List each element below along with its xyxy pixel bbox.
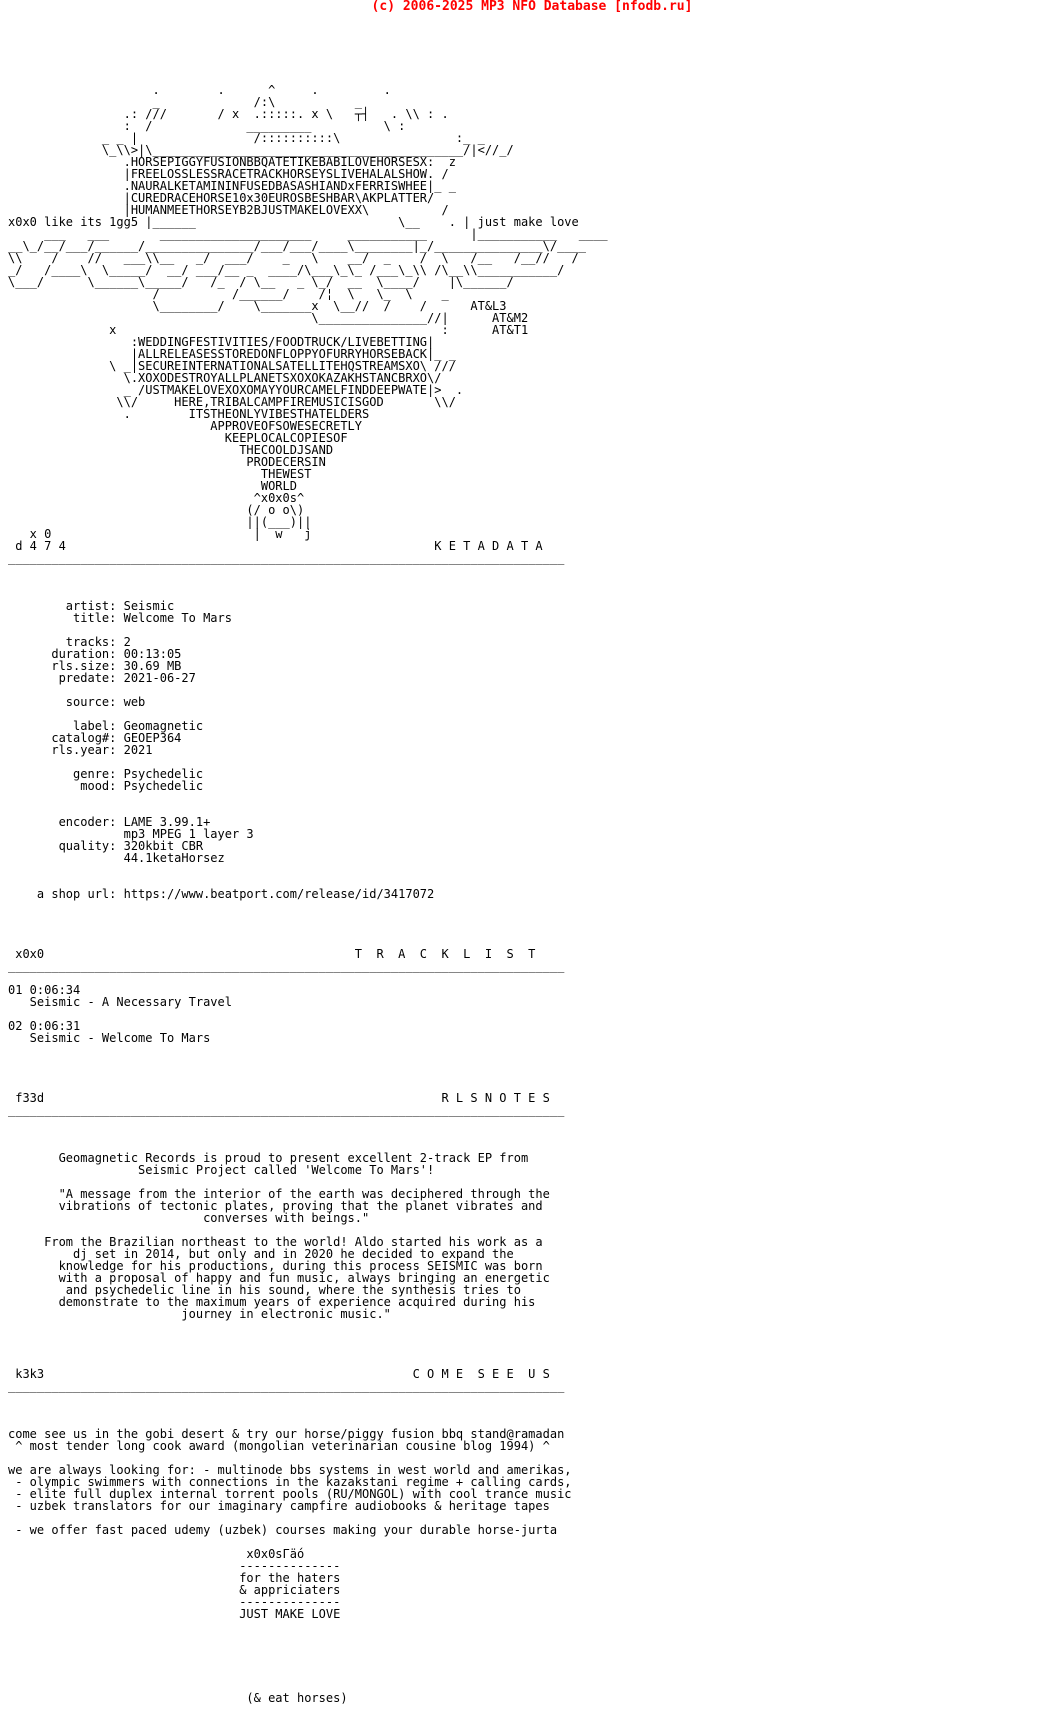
nfo-line: demonstrate to the maximum years of experience acquired during his [8,1295,536,1309]
nfo-line: x 0 | w j [8,527,312,541]
nfo-line: label: Geomagnetic [8,719,204,733]
nfo-line: genre: Psychedelic [8,767,204,781]
nfo-line: (/ o o\) [8,503,305,517]
nfo-line: Seismic - Welcome To Mars [8,1031,211,1045]
nfo-line: : / _________ \ : [8,119,406,133]
nfo-line: \ _|SECUREINTERNATIONALSATELLITEHQSTREAMSXO\ /// [8,359,456,373]
nfo-text-block [8,84,608,1704]
nfo-line: quality: 320kbit CBR [8,839,204,853]
nfo-line: duration: 00:13:05 [8,647,182,661]
nfo-line: / /______/ /¦ \ \_ \ _ [8,287,449,301]
nfo-line: _ /USTMAKELOVEXOXOMAYYOURCAMELFINDDEEPWATE|> . [8,383,464,397]
nfo-line: rls.year: 2021 [8,743,153,757]
nfo-line: - olympic swimmers with connections in the kazakstani regime + calling cards, [8,1475,572,1489]
nfo-line: 01 0:06:34 [8,983,81,997]
site-copyright-header: (c) 2006-2025 MP3 NFO Database [nfodb.ru] [371,0,693,14]
nfo-line: x0x0 T R A C K L I S T [8,947,536,961]
nfo-line: mood: Psychedelic [8,779,204,793]
nfo-line: _____________________________________________________________________________ [8,1103,565,1117]
nfo-line: |FREELOSSLESSRACETRACKHORSEYSLIVEHALALSHOW. / [8,167,449,181]
nfo-line: "A message from the interior of the earth was deciphered through the [8,1187,550,1201]
nfo-line: - we offer fast paced udemy (uzbek) courses making your durable horse-jurta [8,1523,558,1537]
nfo-line: tracks: 2 [8,635,131,649]
nfo-line: source: web [8,695,146,709]
nfo-line: _ _ | /::::::::::\ :_ _ [8,131,485,145]
nfo-line: THECOOLDJSAND [8,443,334,457]
nfo-line: journey in electronic music." [8,1307,391,1321]
nfo-line: |ALLRELEASESSTOREDONFLOPPYOFURRYHORSEBACK|_ _ [8,347,456,361]
nfo-line: |HUMANMEETHORSEYB2BJUSTMAKELOVEXX\ / [8,203,449,217]
nfo-line: APPROVEOFSOWESECRETLY [8,419,363,433]
nfo-line: f33d R L S N O T E S [8,1091,550,1105]
nfo-line: we are always looking for: - multinode bbs systems in west world and amerikas, [8,1463,572,1477]
nfo-line: ^ most tender long cook award (mongolian veterinarian cousine blog 1994) ^ [8,1439,550,1453]
nfo-line: for the haters [8,1571,341,1585]
nfo-line: - uzbek translators for our imaginary campfire audiobooks & heritage tapes [8,1499,550,1513]
nfo-line: :WEDDINGFESTIVITIES/FOODTRUCK/LIVEBETTING| [8,335,435,349]
nfo-line: \\ / // ___\\__ _/ ___/ _ \ __/ _ / \ /__ /__// / [8,251,579,265]
nfo-line: - elite full duplex internal torrent pools (RU/MONGOL) with cool trance music [8,1487,572,1501]
nfo-line: catalog#: GEOEP364 [8,731,182,745]
nfo-line: -------------- [8,1559,341,1573]
nfo-line: 44.1ketaHorsez [8,851,225,865]
nfo-line: predate: 2021-06-27 [8,671,196,685]
nfo-line: KEEPLOCALCOPIESOF [8,431,348,445]
nfo-line: (& eat horses) [8,1691,348,1705]
nfo-line: \___/ \______\_____/ /_ / \__ _ \_/ __ \____/ |\______/ [8,275,514,289]
nfo-line: k3k3 C O M E S E E U S [8,1367,550,1381]
nfo-line: Seismic Project called 'Welcome To Mars'! [8,1163,435,1177]
nfo-line: PRODECERSIN [8,455,326,469]
nfo-line: 02 0:06:31 [8,1019,81,1033]
nfo-line: _ /:\ _ [8,95,377,109]
nfo-line: .HORSEPIGGYFUSIONBBQATETIKEBABILOVEHORSESX: z [8,155,456,169]
nfo-line: title: Welcome To Mars [8,611,232,625]
nfo-line: Seismic - A Necessary Travel [8,995,232,1009]
nfo-line: with a proposal of happy and fun music, always bringing an energetic [8,1271,550,1285]
nfo-line: -------------- [8,1595,341,1609]
nfo-line: _/ /____\ \_____/ __/ ___/__ _ ____/\___\_\_ /___\_\\ /\__\\___________/ [8,263,565,277]
nfo-line: encoder: LAME 3.99.1+ [8,815,211,829]
nfo-line: dj set in 2014, but only and in 2020 he decided to expand the [8,1247,514,1261]
nfo-line: x0x0 like its 1gg5 |______ \__ . | just make love [8,215,579,229]
nfo-line: . . ^ . . [8,83,391,97]
nfo-line: come see us in the gobi desert & try our horse/piggy fusion bbq stand@ramadan [8,1427,565,1441]
nfo-line: converses with beings." [8,1211,370,1225]
nfo-line: \_______________//| AT&M2 [8,311,529,325]
nfo-line: \_\\>|\___________________________________________/|<//_/ [8,143,514,157]
nfo-line: THEWEST [8,467,312,481]
nfo-line: From the Brazilian northeast to the world! Aldo started his work as a [8,1235,543,1249]
nfo-line: \.XOXODESTROYALLPLANETSXOXOKAZAKHSTANCBRXO\/ [8,371,442,385]
nfo-line: ^x0x0s^ [8,491,305,505]
nfo-line: JUST MAKE LOVE [8,1607,341,1621]
nfo-line: x0x0sГäó [8,1547,305,1561]
nfo-line: mp3 MPEG 1 layer 3 [8,827,254,841]
nfo-line: __\_/__/___/______/_______________/___/___/____\________|_/_______________\/____ [8,239,586,253]
nfo-line: .NAURALKETAMININFUSEDBASASHIANDxFERRISWHEE|_ _ [8,179,456,193]
nfo-line: a shop url: https://www.beatport.com/release/id/3417072 [8,887,435,901]
nfo-line: artist: Seismic [8,599,175,613]
nfo-line: .: /// / x .:::::. x \ ┬┤ . \\ : . [8,107,449,121]
nfo-line: _____________________________________________________________________________ [8,959,565,973]
nfo-line: ||(___)|| [8,515,312,529]
nfo-line: and psychedelic line in his sound, where the synthesis tries to [8,1283,521,1297]
nfo-line: Geomagnetic Records is proud to present excellent 2-track EP from [8,1151,529,1165]
nfo-line: \________/ \_______x \__// / / AT&L3 [8,299,507,313]
nfo-line: knowledge for his productions, during this process SEISMIC was born [8,1259,543,1273]
nfo-line: & appriciaters [8,1583,341,1597]
nfo-line: rls.size: 30.69 MB [8,659,182,673]
nfo-line: ___ ___ _____________________ ___________ |___________ ____ [8,227,608,241]
nfo-line: _____________________________________________________________________________ [8,551,565,565]
nfo-line: \\/ HERE,TRIBALCAMPFIREMUSICISGOD \\/ [8,395,456,409]
nfo-line: _____________________________________________________________________________ [8,1379,565,1393]
nfo-line: d 4 7 4 K E T A D A T A [8,539,543,553]
nfo-line: . ITSTHEONLYVIBESTHATELDERS [8,407,370,421]
nfo-line: x : AT&T1 [8,323,529,337]
nfo-line: vibrations of tectonic plates, proving that the planet vibrates and [8,1199,543,1213]
nfo-line: WORLD [8,479,297,493]
nfo-line: |CUREDRACEHORSE10x30EUROSBESHBAR\AKPLATTER/ [8,191,435,205]
